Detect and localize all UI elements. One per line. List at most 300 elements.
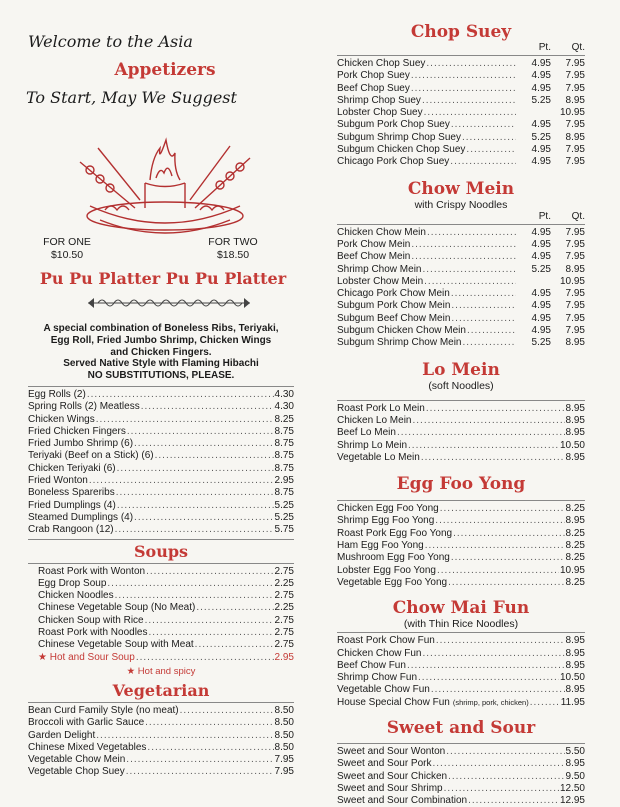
- leader-dots: [462, 132, 516, 144]
- menu-item-price: 8.95: [565, 402, 585, 414]
- quart-price: 7.95: [565, 238, 585, 250]
- spicy-note: ★ Hot and spicy: [126, 665, 196, 677]
- leader-dots: [431, 684, 565, 696]
- menu-item-name: Teriyaki (Beef on a Stick) (6): [28, 450, 154, 462]
- pt-label: Pt.: [538, 210, 551, 222]
- appetizers-list: [28, 389, 294, 537]
- chop-suey-list: [337, 58, 585, 169]
- lo-mein-list: [337, 403, 585, 464]
- menu-item: [337, 684, 585, 696]
- desc-line: Served Native Style with Flaming Hibachi: [63, 358, 259, 370]
- menu-item-price: 5.25: [274, 511, 294, 523]
- leader-dots: [424, 276, 516, 288]
- menu-item: [38, 590, 294, 602]
- leader-dots: [196, 602, 273, 614]
- quart-price: 7.95: [565, 144, 585, 156]
- menu-item-name: Chinese Vegetable Soup (No Meat): [38, 602, 196, 614]
- menu-item-price: 8.25: [565, 552, 585, 564]
- chop-suey-title: Chop Suey: [410, 22, 512, 42]
- pint-price: 5.25: [531, 94, 551, 106]
- desc-line: NO SUBSTITUTIONS, PLEASE.: [87, 370, 235, 382]
- appetizers-title: Appetizers: [114, 60, 216, 80]
- quart-price: 7.95: [565, 312, 585, 324]
- menu-item-name: ★ Hot and Sour Soup: [38, 651, 135, 663]
- menu-item-name: Fried Wonton: [28, 475, 88, 487]
- menu-item-name: Shrimp Chop Suey: [337, 94, 421, 106]
- leader-dots: [145, 615, 274, 627]
- leader-dots: [96, 730, 273, 742]
- leader-dots: [451, 552, 565, 564]
- leader-dots: [180, 705, 274, 717]
- leader-dots: [195, 639, 274, 651]
- leader-dots: [446, 746, 564, 758]
- pupu-platter-title: Pu Pu Platter Pu Pu Platter: [39, 269, 287, 288]
- menu-item: [28, 512, 294, 524]
- leader-dots: [424, 107, 516, 119]
- menu-item: [337, 672, 585, 684]
- desc-line: Egg Roll, Fried Jumbo Shrimp, Chicken Wings: [50, 334, 272, 346]
- menu-item-name: Chicken Lo Mein: [337, 414, 412, 426]
- menu-item-price: 8.95: [565, 427, 585, 439]
- appetizers-list-section: [28, 384, 294, 779]
- leader-dots: [425, 540, 565, 552]
- menu-item-name: Vegetable Lo Mein: [337, 451, 420, 463]
- menu-item: [28, 414, 294, 426]
- leader-dots: [117, 463, 274, 475]
- menu-item-price: 2.75: [274, 614, 294, 626]
- leader-dots: [448, 771, 564, 783]
- menu-item: [337, 648, 585, 660]
- leader-dots: [467, 325, 516, 337]
- leader-dots: [450, 156, 516, 168]
- pint-price: 4.95: [531, 325, 551, 337]
- quart-price: 7.95: [565, 70, 585, 82]
- menu-item-name: Spring Rolls (2) Meatless: [28, 401, 140, 413]
- divider: [337, 743, 585, 744]
- menu-item: [38, 566, 294, 578]
- chow-mein-title: Chow Mein: [407, 178, 515, 199]
- menu-item-price: 10.50: [559, 672, 585, 684]
- menu-item-price: 4.30: [274, 401, 294, 413]
- menu-item-name: Chicken Chow Mein: [337, 226, 426, 238]
- menu-item-name: Chicken Soup with Rice: [38, 614, 144, 626]
- menu-item-name: Broccoli with Garlic Sauce: [28, 717, 145, 729]
- menu-item: [337, 313, 585, 325]
- chow-mein-subtitle: with Crispy Noodles: [414, 198, 508, 211]
- menu-item: [337, 635, 585, 647]
- leader-dots: [530, 697, 560, 709]
- menu-item-name: Beef Chop Suey: [337, 82, 410, 94]
- menu-item-price: 8.75: [274, 487, 294, 499]
- menu-item-name: Ham Egg Foo Yong: [337, 540, 424, 552]
- menu-item: [38, 578, 294, 590]
- menu-item: [28, 426, 294, 438]
- leader-dots: [448, 577, 564, 589]
- menu-item: [337, 264, 585, 276]
- leader-dots: [408, 440, 559, 452]
- leader-dots: [466, 144, 516, 156]
- leader-dots: [136, 652, 274, 664]
- quart-price: 7.95: [565, 325, 585, 337]
- menu-item: [337, 565, 585, 577]
- leader-dots: [147, 742, 273, 754]
- leader-dots: [418, 672, 559, 684]
- pint-price: 4.95: [531, 300, 551, 312]
- desc-line: A special combination of Boneless Ribs, Teriyaki,: [43, 323, 279, 334]
- pint-price: 4.95: [531, 58, 551, 69]
- quart-price: 7.95: [565, 251, 585, 263]
- leader-dots: [411, 83, 516, 95]
- pint-price: 4.95: [531, 238, 551, 250]
- leader-dots: [115, 524, 274, 536]
- for-two-price: [188, 236, 278, 262]
- chow-mai-fun-subtitle: (with Thin Rice Noodles): [403, 618, 519, 631]
- menu-item: [38, 602, 294, 614]
- welcome-heading: Welcome to the Asia: [28, 32, 193, 51]
- menu-item-name: Chicken Chop Suey: [337, 58, 426, 69]
- leader-dots: [407, 660, 565, 672]
- menu-item-price: 8.95: [565, 659, 585, 671]
- menu-item: [337, 119, 585, 131]
- menu-item-name: Subgum Beef Chow Mein: [337, 312, 451, 324]
- leader-dots: [411, 70, 516, 82]
- menu-item-price: 2.75: [274, 565, 294, 577]
- menu-item-price: 2.25: [274, 602, 294, 614]
- menu-item: [337, 758, 585, 770]
- menu-item: [337, 58, 585, 70]
- leader-dots: [87, 389, 274, 401]
- leader-dots: [437, 565, 559, 577]
- menu-item-name: Shrimp Egg Foo Yong: [337, 515, 435, 527]
- pint-price: 4.95: [531, 119, 551, 131]
- menu-item-name: Vegetable Chop Suey: [28, 766, 125, 778]
- soups-title: Soups: [133, 541, 189, 561]
- menu-item-name: Vegetable Egg Foo Yong: [337, 576, 448, 588]
- lo-mein-subtitle: (soft Noodles): [428, 379, 494, 392]
- divider: [28, 702, 294, 703]
- leader-dots: [463, 337, 517, 349]
- menu-item-name: Crab Rangoon (12): [28, 524, 114, 536]
- leader-dots: [468, 795, 559, 807]
- menu-item: [337, 528, 585, 540]
- menu-item-name: Shrimp Lo Mein: [337, 439, 408, 451]
- menu-item: [337, 697, 585, 709]
- menu-item-name: Chicken Chow Fun: [337, 647, 422, 659]
- menu-item-name: Vegetable Chow Fun: [337, 684, 430, 696]
- leader-dots: [422, 264, 516, 276]
- leader-dots: [116, 487, 274, 499]
- menu-item-name: Chicago Pork Chow Mein: [337, 288, 450, 300]
- menu-item-name: Roast Pork with Noodles: [38, 627, 148, 639]
- menu-item-name: Shrimp Chow Fun: [337, 672, 418, 684]
- menu-item-price: 5.50: [565, 745, 585, 757]
- menu-item-price: 7.95: [274, 766, 294, 778]
- quart-price: 10.95: [559, 107, 585, 119]
- menu-item-price: 8.25: [565, 576, 585, 588]
- menu-item-price: 8.75: [274, 438, 294, 450]
- leader-dots: [412, 415, 564, 427]
- leader-dots: [411, 251, 516, 263]
- menu-item-name: Lobster Egg Foo Yong: [337, 564, 436, 576]
- menu-item: [337, 771, 585, 783]
- leader-dots: [451, 313, 516, 325]
- pint-price: 4.95: [531, 70, 551, 82]
- menu-item: [337, 95, 585, 107]
- menu-item-price: 8.95: [565, 451, 585, 463]
- menu-item-name: Chinese Vegetable Soup with Meat: [38, 639, 194, 651]
- menu-item-name: Fried Jumbo Shrimp (6): [28, 438, 134, 450]
- sweet-sour-title: Sweet and Sour: [386, 717, 536, 738]
- menu-item: [337, 251, 585, 263]
- menu-item-name: Shrimp Chow Mein: [337, 263, 422, 275]
- divider: [337, 632, 585, 633]
- menu-item-name: Lobster Chop Suey: [337, 107, 423, 119]
- menu-item: [337, 515, 585, 527]
- suggest-subtitle: To Start, May We Suggest: [26, 88, 237, 107]
- divider: [28, 539, 294, 540]
- menu-item-price: 2.75: [274, 627, 294, 639]
- menu-item-name: Chicken Egg Foo Yong: [337, 503, 439, 515]
- menu-item: [337, 403, 585, 415]
- menu-item-name: Roast Pork Chow Fun: [337, 635, 435, 647]
- menu-item-price: 8.95: [565, 635, 585, 647]
- menu-item-price: 8.75: [274, 450, 294, 462]
- leader-dots: [127, 426, 274, 438]
- leader-dots: [444, 783, 559, 795]
- leader-dots: [149, 627, 274, 639]
- quart-price: 10.95: [559, 275, 585, 287]
- menu-item-name: Sweet and Sour Combination: [337, 795, 468, 807]
- pint-price: 4.95: [531, 251, 551, 263]
- quart-price: 7.95: [565, 82, 585, 94]
- pint-price: 5.25: [531, 263, 551, 275]
- menu-item: [337, 132, 585, 144]
- menu-item: [337, 660, 585, 672]
- menu-item-price: 8.25: [565, 527, 585, 539]
- menu-item-price: 8.25: [565, 540, 585, 552]
- leader-dots: [126, 766, 274, 778]
- menu-item-price: 12.50: [559, 782, 585, 794]
- leader-dots: [126, 754, 273, 766]
- menu-item-name: House Special Chow Fun: [337, 696, 450, 708]
- menu-item-name: Roast Pork Lo Mein: [337, 402, 425, 414]
- menu-item-name: Subgum Shrimp Chop Suey: [337, 131, 461, 143]
- menu-item-name: Fried Chicken Fingers: [28, 425, 126, 437]
- menu-item-name: Sweet and Sour Wonton: [337, 745, 446, 757]
- menu-item-name: Beef Lo Mein: [337, 427, 396, 439]
- pt-qt-header: [337, 42, 585, 53]
- leader-dots: [397, 427, 565, 439]
- divider: [337, 55, 585, 56]
- menu-item-note: (shrimp, pork, chicken): [452, 697, 529, 707]
- egg-foo-yong-list: [337, 503, 585, 589]
- menu-item-name: Chicken Teriyaki (6): [28, 462, 116, 474]
- menu-item-name: Bean Curd Family Style (no meat): [28, 704, 179, 716]
- lo-mein-title: Lo Mein: [422, 359, 500, 380]
- menu-item-price: 2.75: [274, 590, 294, 602]
- menu-item: [337, 300, 585, 312]
- menu-item-price: 8.95: [565, 414, 585, 426]
- menu-item-price: 2.75: [274, 639, 294, 651]
- leader-dots: [141, 401, 274, 413]
- menu-item-name: Vegetable Chow Mein: [28, 754, 126, 766]
- menu-item-price: 12.95: [559, 795, 585, 807]
- menu-item-name: Pork Chow Mein: [337, 238, 411, 250]
- menu-item-price: 8.95: [565, 758, 585, 770]
- pupu-platter-illustration: [60, 128, 270, 246]
- leader-dots: [411, 239, 516, 251]
- menu-item: [337, 452, 585, 464]
- platter-description: [28, 323, 294, 382]
- leader-dots: [421, 452, 565, 464]
- menu-item: [337, 577, 585, 589]
- menu-item-price: 8.95: [565, 684, 585, 696]
- menu-item: [337, 144, 585, 156]
- menu-item: [337, 746, 585, 758]
- menu-item-name: Boneless Spareribs: [28, 487, 115, 499]
- menu-item: [28, 524, 294, 536]
- menu-item: [28, 450, 294, 462]
- menu-item: [28, 438, 294, 450]
- leader-dots: [115, 590, 274, 602]
- menu-item-price: 8.50: [274, 729, 294, 741]
- menu-item: [38, 639, 294, 651]
- menu-item-price: 10.50: [559, 439, 585, 451]
- pint-price: 4.95: [531, 312, 551, 324]
- menu-item: [337, 83, 585, 95]
- menu-item-name: Lobster Chow Mein: [337, 275, 424, 287]
- menu-item: [28, 487, 294, 499]
- menu-item: [337, 503, 585, 515]
- menu-item-price: 11.95: [560, 696, 585, 708]
- menu-item-name: Mushroom Egg Foo Yong: [337, 552, 450, 564]
- leader-dots: [426, 403, 565, 415]
- menu-item: [28, 500, 294, 512]
- divider: [28, 386, 294, 387]
- divider: [337, 224, 585, 225]
- leader-dots: [422, 95, 516, 107]
- menu-item-name: Chinese Mixed Vegetables: [28, 741, 147, 753]
- menu-item: [337, 795, 585, 807]
- menu-item-name: Chicken Noodles: [38, 590, 114, 602]
- menu-item: [28, 389, 294, 401]
- menu-item: [337, 440, 585, 452]
- menu-item: [337, 337, 585, 349]
- menu-item-price: 8.25: [274, 413, 294, 425]
- leader-dots: [427, 227, 516, 239]
- quart-price: 8.95: [565, 131, 585, 143]
- quart-price: 7.95: [565, 300, 585, 312]
- leader-dots: [436, 635, 565, 647]
- for-one-amount: $10.50: [50, 249, 84, 261]
- leader-dots: [117, 500, 274, 512]
- menu-item-name: Subgum Chicken Chop Suey: [337, 144, 466, 156]
- menu-item: [38, 652, 294, 664]
- qt-label: Qt.: [571, 210, 585, 222]
- pint-price: 4.95: [531, 156, 551, 168]
- leader-dots: [134, 438, 274, 450]
- menu-item-name: Sweet and Sour Chicken: [337, 770, 448, 782]
- menu-item-price: 4.30: [274, 389, 294, 400]
- menu-item-price: 8.95: [565, 515, 585, 527]
- menu-item-price: 9.50: [565, 770, 585, 782]
- menu-item: [28, 766, 294, 778]
- menu-item-name: Sweet and Sour Shrimp: [337, 782, 443, 794]
- menu-item: [337, 288, 585, 300]
- menu-item-price: 2.95: [274, 651, 294, 663]
- menu-item-name: Subgum Pork Chop Suey: [337, 119, 450, 131]
- chow-mai-fun-list: [337, 635, 585, 709]
- leader-dots: [426, 58, 516, 70]
- desc-line: and Chicken Fingers.: [110, 346, 212, 358]
- menu-item-name: Beef Chow Fun: [337, 659, 406, 671]
- divider: [28, 563, 294, 564]
- menu-item-price: 2.25: [274, 577, 294, 589]
- divider: [337, 400, 585, 401]
- pint-price: 4.95: [531, 144, 551, 156]
- menu-item-name: Garden Delight: [28, 729, 96, 741]
- menu-item-name: Egg Rolls (2): [28, 389, 86, 400]
- menu-item: [28, 717, 294, 729]
- menu-item-name: Subgum Chicken Chow Mein: [337, 325, 466, 337]
- pint-price: 4.95: [531, 288, 551, 300]
- menu-item: [337, 276, 585, 288]
- menu-item: [28, 463, 294, 475]
- egg-foo-yong-title: Egg Foo Yong: [396, 474, 526, 495]
- leader-dots: [89, 475, 274, 487]
- leader-dots: [96, 414, 274, 426]
- leader-dots: [433, 758, 565, 770]
- menu-item-name: Fried Dumplings (4): [28, 499, 116, 511]
- menu-item-name: Subgum Shrimp Chow Mein: [337, 337, 462, 349]
- menu-item-name: Chicago Pork Chop Suey: [337, 156, 450, 168]
- chow-mai-fun-title: Chow Mai Fun: [392, 598, 530, 619]
- menu-item: [337, 783, 585, 795]
- pint-price: 4.95: [531, 226, 551, 238]
- leader-dots: [451, 300, 516, 312]
- for-one-label: FOR ONE: [43, 236, 91, 248]
- leader-dots: [422, 648, 564, 660]
- menu-item-name: Chicken Wings: [28, 413, 95, 425]
- sweet-sour-list: [337, 746, 585, 807]
- menu-item: [28, 401, 294, 413]
- pt-qt-header: [337, 211, 585, 222]
- vegetarian-title: Vegetarian: [112, 680, 210, 700]
- menu-item-price: 5.75: [274, 524, 294, 536]
- divider: [337, 500, 585, 501]
- chow-mein-list: [337, 227, 585, 350]
- menu-item: [28, 475, 294, 487]
- pint-price: 5.25: [531, 337, 551, 349]
- for-one-price: [22, 236, 112, 262]
- quart-price: 7.95: [565, 58, 585, 69]
- for-two-label: FOR TWO: [208, 236, 258, 248]
- leader-dots: [146, 566, 273, 578]
- menu-item: [28, 730, 294, 742]
- menu-item: [337, 70, 585, 82]
- menu-item-price: 8.50: [274, 704, 294, 716]
- menu-item-price: 8.50: [274, 741, 294, 753]
- menu-item: [337, 415, 585, 427]
- ornament-divider: [86, 296, 252, 310]
- menu-item: [337, 227, 585, 239]
- menu-item-price: 8.95: [565, 647, 585, 659]
- menu-item: [38, 615, 294, 627]
- menu-item-price: 8.25: [565, 503, 585, 515]
- quart-price: 8.95: [565, 263, 585, 275]
- menu-item-price: 8.50: [274, 717, 294, 729]
- menu-item-price: 5.25: [274, 499, 294, 511]
